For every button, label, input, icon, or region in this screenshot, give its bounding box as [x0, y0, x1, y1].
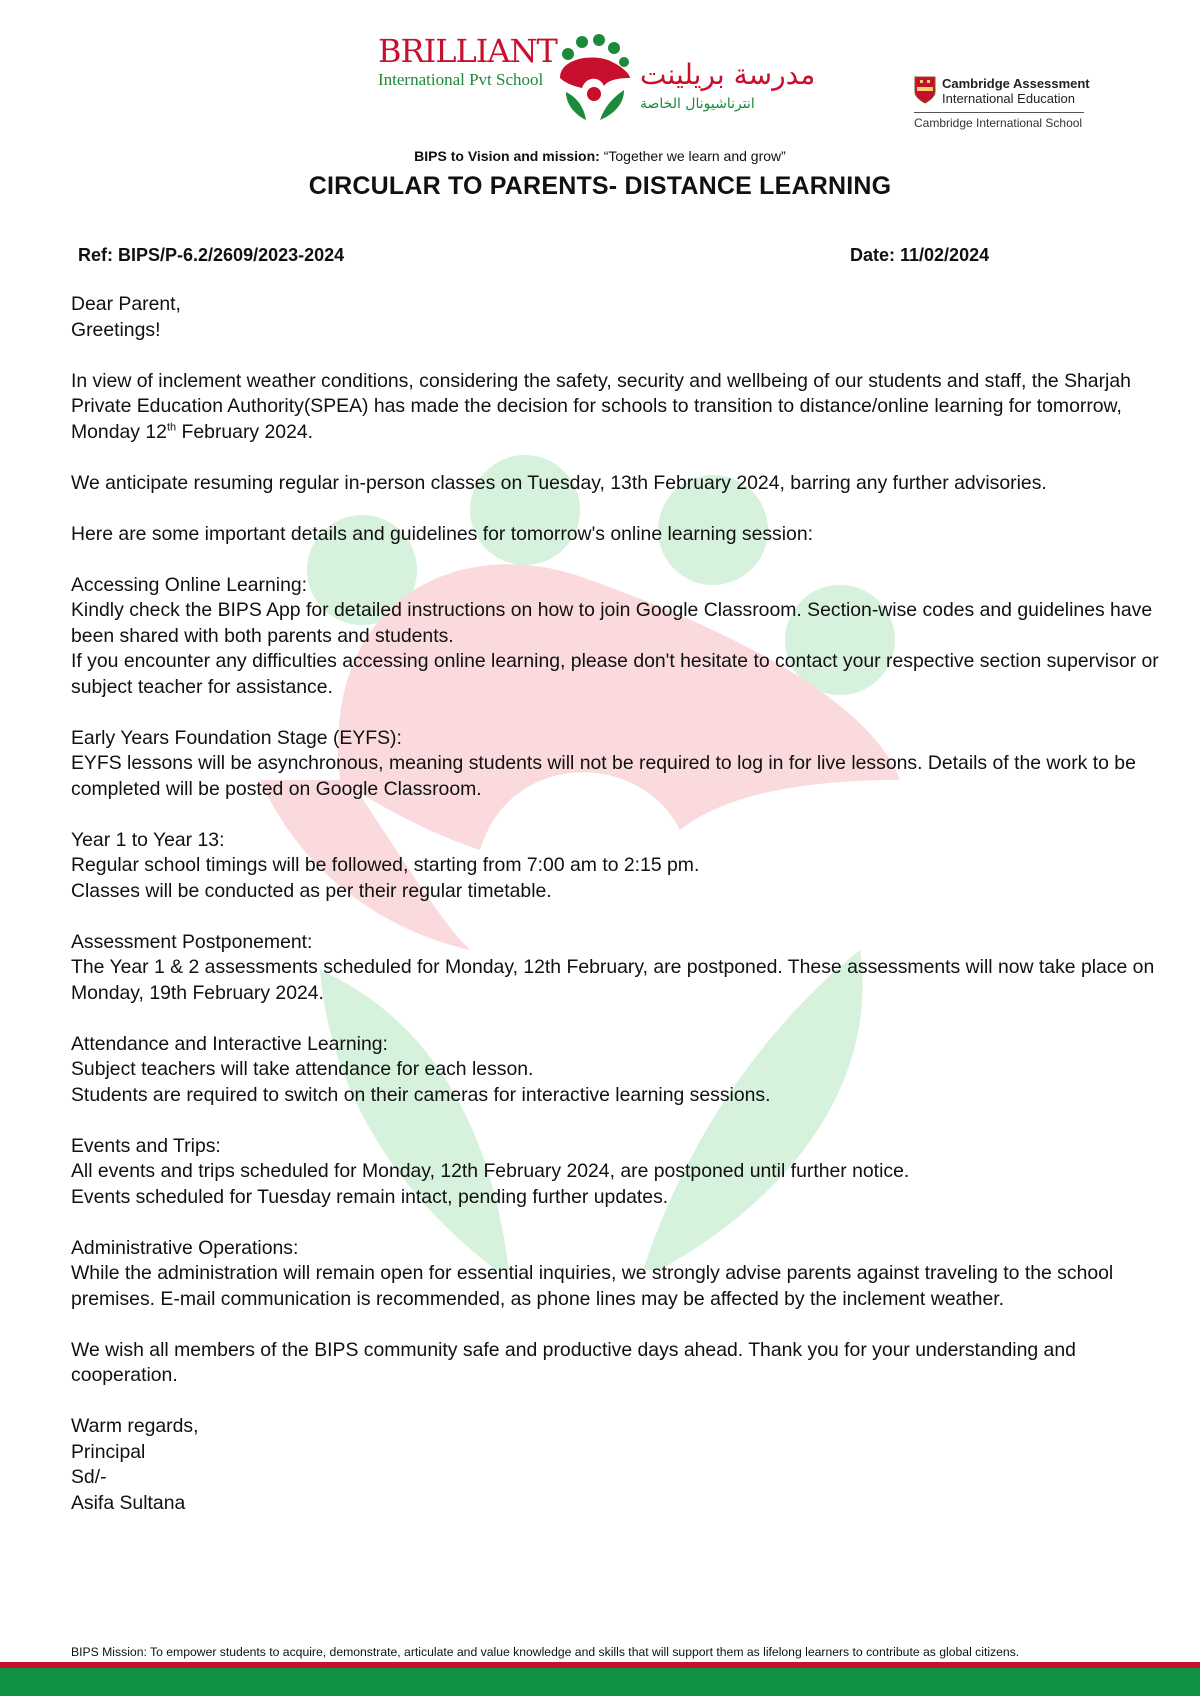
opening [71, 292, 1171, 343]
intro-text: In view of inclement weather conditions, considering the safety, security and wellbeing of our students and staff, the Sharjah Private Education Authority(SPEA) has made the decision for schools to transition to distance/online learning for tomorrow, Monday 12 [71, 369, 1131, 443]
section-heading: Events and Trips: [71, 1134, 221, 1157]
cambridge-shield-icon [914, 76, 936, 104]
section-online-learning [71, 573, 1171, 701]
vision-label: BIPS to Vision and mission: [414, 148, 600, 164]
section-line: Subject teachers will take attendance for each lesson. [71, 1058, 534, 1080]
section-line: EYFS lessons will be asynchronous, meaning students will not be required to log in for live lessons. Details of the work to be completed will be posted on Google Classroom. [71, 752, 1136, 800]
details-intro: Here are some important details and guidelines for tomorrow's online learning session: [71, 522, 814, 545]
resume-paragraph: We anticipate resuming regular in-person classes on Tuesday, 13th February 2024, barring any further advisories. [71, 471, 1047, 494]
cambridge-line2: International Education [942, 91, 1075, 106]
intro-superscript: th [166, 421, 177, 434]
section-line: Events scheduled for Tuesday remain intact, pending further updates. [71, 1185, 669, 1208]
section-line: Students are required to switch on their cameras for interactive learning sessions. [71, 1083, 771, 1106]
signoff-line: Warm regards, [71, 1415, 199, 1437]
intro-text-end: February 2024. [176, 420, 314, 443]
section-line: Kindly check the BIPS App for detailed instructions on how to join Google Classroom. Section-wise codes and guidelines have been shared with both parents and students. [71, 599, 1153, 647]
vision-statement [0, 148, 1200, 164]
section-line: The Year 1 & 2 assessments scheduled for Monday, 12th February, are postponed. These assessments will now take place on Monday, 19th February 2024. [71, 956, 1155, 1004]
greeting: Greetings! [71, 318, 161, 341]
section-line: Regular school timings will be followed, starting from 7:00 am to 2:15 pm. [71, 854, 700, 876]
section-assessment [71, 930, 1171, 1007]
brand-name: BRILLIANT [378, 32, 557, 70]
signer-title: Principal [71, 1440, 146, 1463]
section-line: If you encounter any difficulties accessing online learning, please don't hesitate to contact your respective section supervisor or subject teacher for assistance. [71, 650, 1159, 698]
cambridge-line1: Cambridge Assessment [942, 76, 1090, 91]
section-line: While the administration will remain open for essential inquiries, we strongly advise parents against traveling to the school premises. E-mail communication is recommended, as phone lines may be affected by the inclement weather. [71, 1262, 1114, 1310]
section-events [71, 1134, 1171, 1211]
mission-footer: BIPS Mission: To empower students to acquire, demonstrate, articulate and value knowledge and skills that will support them as lifelong learners to contribute as global citizens. [71, 1645, 1020, 1659]
intro-paragraph [71, 369, 1171, 446]
cambridge-divider [914, 112, 1084, 113]
vision-quote: “Together we learn and grow” [599, 148, 786, 164]
section-year-1-13 [71, 828, 1171, 905]
section-heading: Attendance and Interactive Learning: [71, 1032, 388, 1055]
school-logo-icon [552, 32, 636, 122]
section-heading: Year 1 to Year 13: [71, 828, 225, 851]
section-heading: Administrative Operations: [71, 1236, 299, 1259]
brand-subtitle: International Pvt School [378, 70, 544, 89]
footer-green-bar [0, 1668, 1200, 1696]
letter-body [71, 292, 1171, 1542]
reference-number: Ref: BIPS/P-6.2/2609/2023-2024 [78, 245, 345, 265]
school-logo-text [378, 34, 557, 90]
section-heading: Early Years Foundation Stage (EYFS): [71, 726, 402, 749]
signer-name: Asifa Sultana [71, 1491, 186, 1514]
section-administrative [71, 1236, 1171, 1313]
salutation: Dear Parent, [71, 293, 181, 315]
section-heading: Assessment Postponement: [71, 930, 313, 953]
section-line: All events and trips scheduled for Monday, 12th February 2024, are postponed until further notice. [71, 1160, 910, 1182]
closing-paragraph: We wish all members of the BIPS community safe and productive days ahead. Thank you for your understanding and cooperation. [71, 1338, 1076, 1386]
section-attendance [71, 1032, 1171, 1109]
page-title: CIRCULAR TO PARENTS- DISTANCE LEARNING [308, 172, 892, 200]
signature-block [71, 1414, 1171, 1516]
cambridge-line3: Cambridge International School [914, 116, 1083, 130]
section-line: Classes will be conducted as per their regular timetable. [71, 879, 552, 902]
circular-date: Date: 11/02/2024 [850, 245, 990, 265]
brand-name-arabic: مدرسة بريلينت [640, 58, 816, 91]
signed-mark: Sd/- [71, 1466, 107, 1488]
section-heading: Accessing Online Learning: [71, 573, 308, 596]
brand-subtitle-arabic: انترناشيونال الخاصة [640, 96, 755, 112]
section-eyfs [71, 726, 1171, 803]
